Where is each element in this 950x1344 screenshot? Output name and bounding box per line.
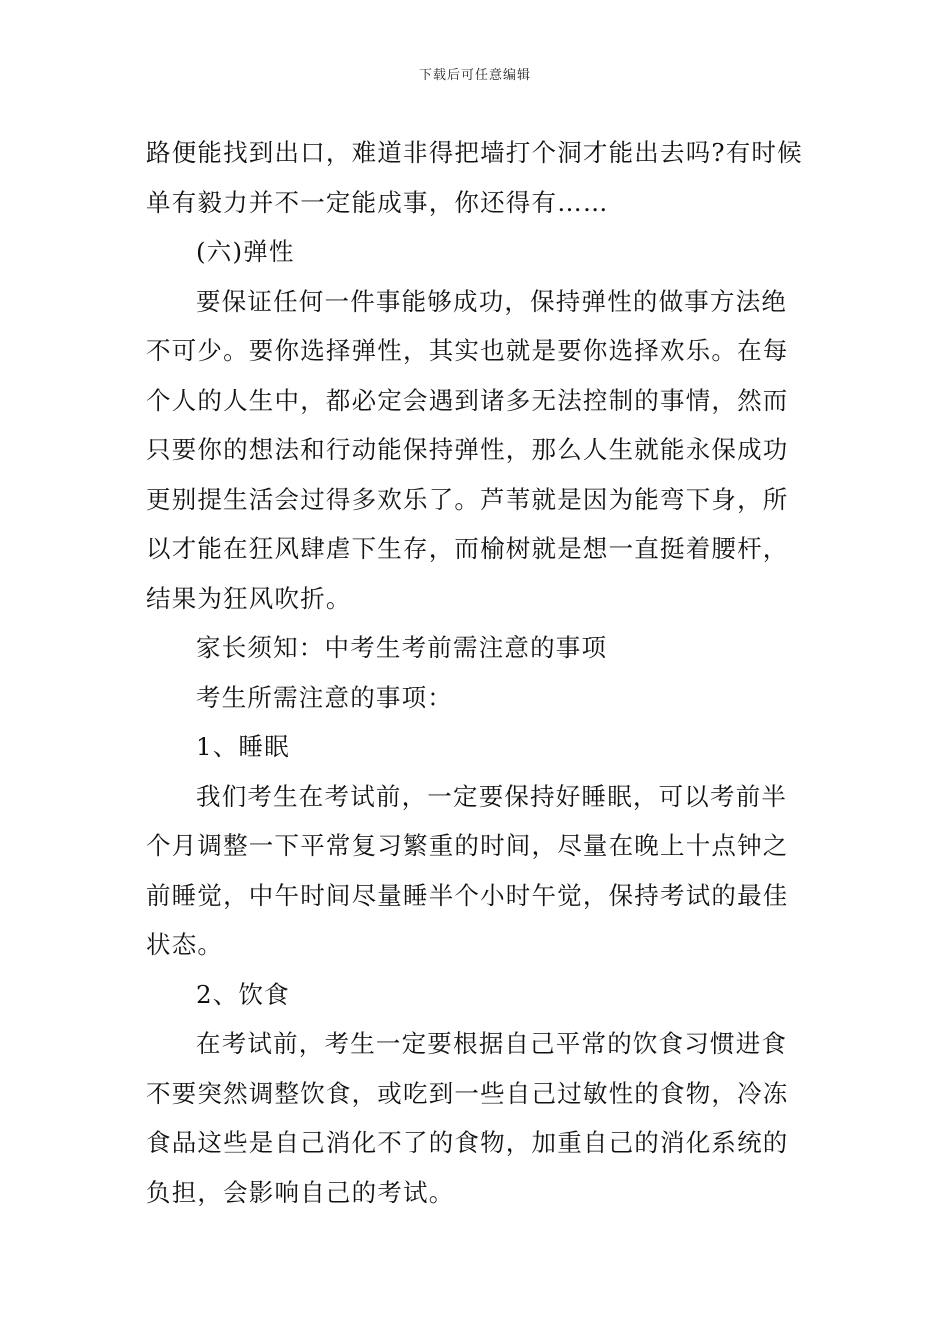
text-line: 个月调整一下平常复习繁重的时间，尽量在晚上十点钟之: [146, 831, 789, 860]
text-line: 前睡觉，中午时间尽量睡半个小时午觉，保持考试的最佳: [146, 880, 789, 910]
text-line: 不要突然调整饮食，或吃到一些自己过敏性的食物，冷冻: [146, 1078, 789, 1108]
text-line: 家长须知：中考生考前需注意的事项: [196, 633, 608, 662]
text-line: (六)弹性: [196, 237, 295, 266]
text-line: 在考试前，考生一定要根据自己平常的饮食习惯进食: [196, 1029, 788, 1058]
text-line: 单有毅力并不一定能成事，你还得有……: [146, 187, 609, 217]
page-header: 下载后可任意编辑: [418, 68, 531, 83]
text-line: 个人的人生中，都必定会遇到诸多无法控制的事情，然而: [146, 385, 789, 415]
text-line: 考生所需注意的事项：: [196, 682, 453, 712]
text-line: 负担，会影响自己的考试。: [146, 1177, 455, 1207]
text-line: 食品这些是自己消化不了的食物，加重自己的消化系统的: [146, 1128, 789, 1157]
text-line: 我们考生在考试前，一定要保持好睡眠，可以考前半: [196, 781, 788, 811]
text-line: 更别提生活会过得多欢乐了。芦苇就是因为能弯下身，所: [146, 484, 789, 514]
document-body: [146, 128, 808, 1217]
text-line: 要保证任何一件事能够成功，保持弹性的做事方法绝: [196, 286, 788, 316]
text-line: 路便能找到出口，难道非得把墙打个洞才能出去吗?有时候: [146, 138, 803, 167]
text-line: 只要你的想法和行动能保持弹性，那么人生就能永保成功: [146, 435, 789, 464]
text-line: 以才能在狂风肆虐下生存，而榆树就是想一直挺着腰杆，: [146, 534, 789, 563]
text-line: 2、饮食: [196, 979, 290, 1009]
text-line: 1、睡眠: [196, 732, 290, 761]
text-line: 结果为狂风吹折。: [146, 583, 352, 613]
text-line: 状态。: [146, 930, 224, 959]
text-line: 不可少。要你选择弹性，其实也就是要你选择欢乐。在每: [146, 336, 789, 365]
